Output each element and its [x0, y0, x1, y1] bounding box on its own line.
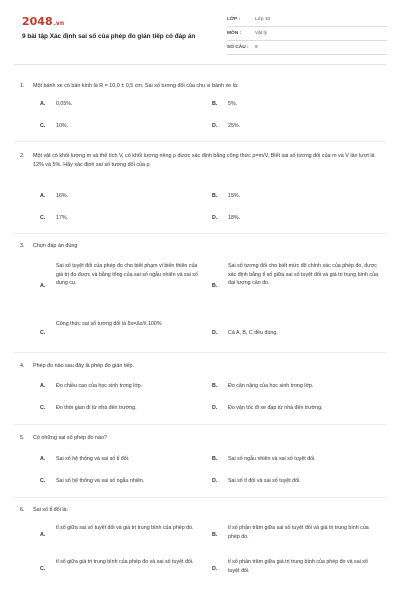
option-text: 17%. — [56, 215, 69, 221]
option-label: B. — [212, 193, 218, 199]
option-label: A. — [40, 383, 46, 389]
meta-row-subject — [227, 28, 387, 41]
option-text: tỉ số phần trăm giữa sai số tuyệt đối và giá trị trung bình của phép đo. — [228, 525, 369, 540]
option-text: Đo vận tốc đi xe đạp từ nhà đến trường. — [228, 405, 323, 411]
option-text: Sai số hệ thống và sai số ngẫu nhiên. — [56, 478, 145, 484]
option-label: B. — [212, 101, 218, 107]
option-c[interactable] — [40, 320, 205, 346]
question-number: 2. — [20, 153, 25, 159]
option-label: B. — [212, 282, 218, 289]
option-b[interactable] — [212, 524, 384, 546]
option-label: B. — [212, 383, 218, 389]
option-label: C. — [40, 123, 46, 129]
option-text: 10%. — [56, 123, 69, 129]
question-number: 6. — [20, 507, 25, 513]
option-label: A. — [40, 193, 46, 199]
meta-key: LỚP : — [227, 17, 241, 22]
question-text: Một vật có khối lượng m và thể tích V, có khối lượng riêng ρ được xác định bằng công thức ρ=m/V. Biết sai số tương đối của m và V lần lượt là 12% và 5%. Hãy xác định sai số tương đối của ρ — [33, 153, 375, 168]
meta-row-count — [227, 42, 387, 55]
option-label: C. — [40, 215, 46, 221]
option-text: Đo thời gian đi từ nhà đến trường. — [56, 405, 137, 411]
option-label: A. — [40, 101, 46, 107]
option-label: D. — [212, 123, 218, 129]
question-number: 3. — [20, 243, 25, 249]
option-text: Sai số tỉ đối và sai số tuyệt đối. — [228, 478, 301, 484]
option-d[interactable] — [212, 558, 384, 580]
option-label: D. — [212, 330, 218, 336]
option-label: B. — [212, 531, 218, 538]
option-text: Đo chiều cao của học sinh trong lớp. — [56, 383, 143, 389]
meta-key: SỐ CÂU : — [227, 45, 249, 50]
option-text: Sai số tương đối cho biết mức độ chính xác của phép đo, được xác định bằng tỉ số giữa sai số tuyệt đối và giá trị trung bình của đại lượng cần đo. — [228, 263, 378, 286]
option-a[interactable] — [40, 262, 205, 310]
option-label: C. — [40, 329, 46, 336]
option-label: D. — [212, 478, 218, 484]
option-text: 18%. — [228, 215, 241, 221]
option-text: Cả A, B, C đều đúng. — [228, 330, 278, 336]
option-label: D. — [212, 405, 218, 411]
option-label: A. — [40, 456, 46, 462]
question-text: Sai số tỉ đối là: — [33, 507, 69, 513]
option-text: 15%. — [228, 193, 241, 199]
option-text: 25%. — [228, 123, 241, 129]
question-text: Chọn đáp án đúng — [33, 243, 78, 249]
option-text: Đo cân nặng của học sinh trong lớp. — [228, 383, 314, 389]
question-divider — [14, 352, 386, 353]
meta-value: 9 — [255, 45, 258, 50]
logo-suffix: .vn — [53, 20, 65, 27]
meta-value: Vật lý — [255, 31, 267, 36]
question-number: 4. — [20, 363, 25, 369]
document-title: 9 bài tập Xác định sai số của phép đo gián tiếp có đáp án — [22, 33, 196, 40]
option-b[interactable] — [212, 262, 384, 310]
logo-text: 2048 — [22, 15, 53, 28]
header-divider — [14, 64, 386, 65]
question-divider — [14, 233, 386, 234]
question-number: 5. — [20, 435, 25, 441]
option-text: 0,05%. — [56, 101, 73, 107]
question-divider — [14, 424, 386, 425]
option-label: C. — [40, 565, 46, 572]
option-text: tỉ số phần trăm giữa giá trị trung bình của phép đo và sai số tuyệt đối. — [228, 559, 368, 574]
option-label: C. — [40, 478, 46, 484]
meta-value: Lớp 10 — [255, 17, 271, 22]
option-text: Sai số hệ thống và sai số tỉ đối. — [56, 456, 130, 462]
option-label: C. — [40, 405, 46, 411]
option-label: A. — [40, 531, 46, 538]
document-header — [0, 0, 400, 62]
option-label: D. — [212, 565, 218, 572]
question-number: 1. — [20, 83, 25, 89]
site-logo[interactable] — [22, 15, 64, 28]
option-label: B. — [212, 456, 218, 462]
option-text: Sai số ngẫu nhiên và sai số tuyệt đối. — [228, 456, 316, 462]
option-label: D. — [212, 215, 218, 221]
option-a[interactable] — [40, 524, 205, 546]
option-text: tỉ số giữa giá trị trung bình của phép đo và sai số tuyệt đối. — [56, 559, 194, 565]
meta-row-class — [227, 14, 387, 27]
option-text: 16%. — [56, 193, 69, 199]
option-text: 5%. — [228, 101, 238, 107]
option-label: A. — [40, 282, 46, 289]
question-text: Một bánh xe có bán kính là R = 10,0 ± 0,5 cm. Sai số tương đối của chu vi bánh xe là: — [33, 83, 239, 89]
option-text: Sai số tuyệt đối của phép đo cho biết phạm vi biến thiên của giá trị đo được và bằng tổng của sai số ngẫu nhiên và sai số dụng cụ. — [56, 263, 198, 286]
option-c[interactable] — [40, 558, 205, 580]
question-text: Phép đo nào sau đây là phép đo gián tiếp. — [33, 363, 135, 369]
meta-key: MÔN : — [227, 31, 242, 36]
option-text: Công thức sai số tương đối là δx=Δx/x̄.100% — [56, 321, 162, 327]
question-text: Có những sai số phép đo nào? — [33, 435, 108, 441]
option-text: tỉ số giữa sai số tuyệt đối và giá trị trung bình của phép đo. — [56, 525, 194, 531]
question-divider — [14, 141, 386, 142]
question-divider — [14, 497, 386, 498]
